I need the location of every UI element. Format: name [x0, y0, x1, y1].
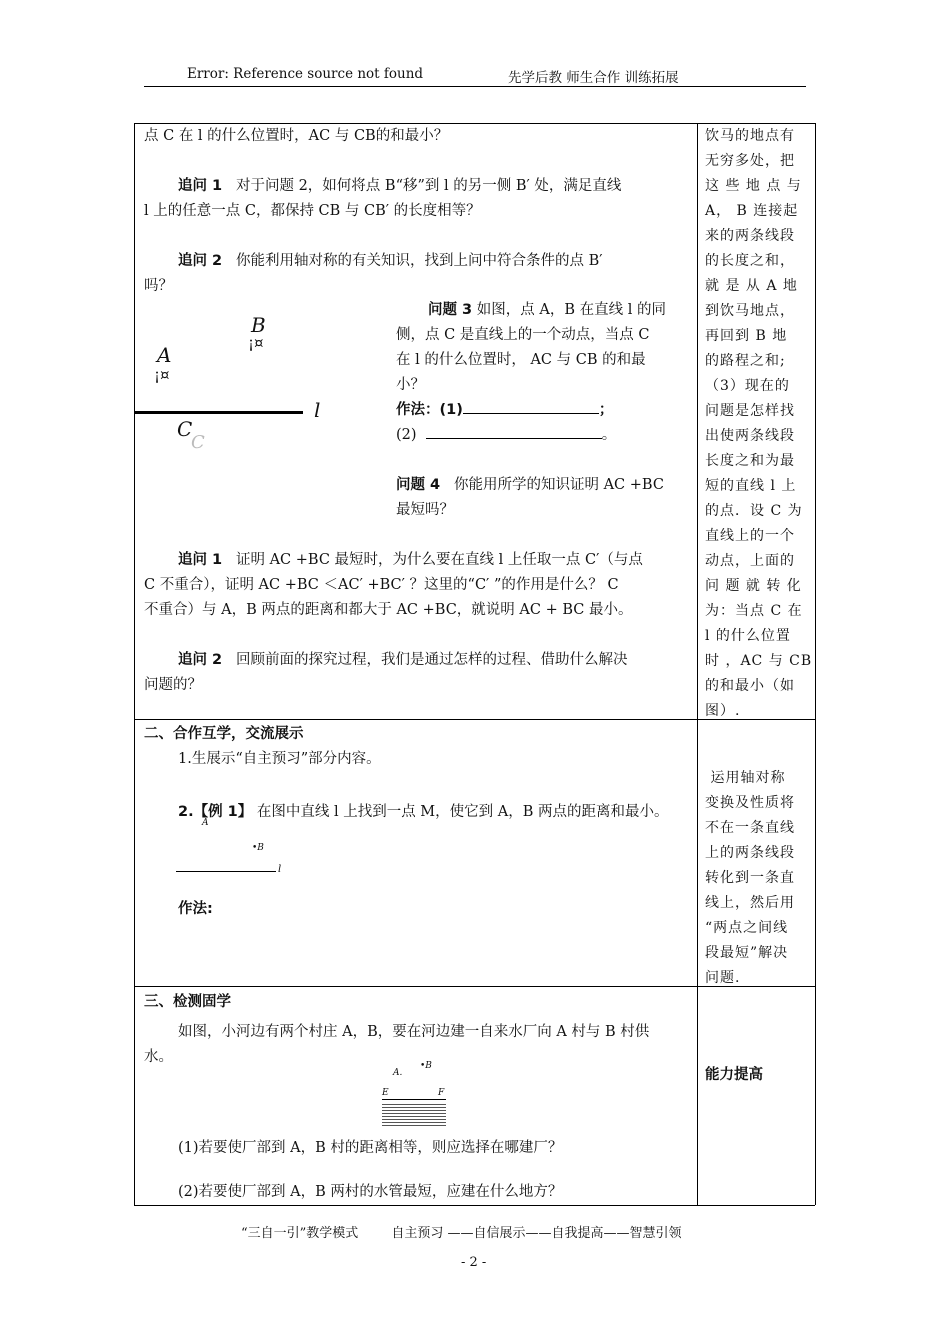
header-rule — [144, 86, 806, 87]
followup-2-label: 追问 2 — [178, 253, 223, 269]
label-b: B — [251, 313, 266, 337]
followup-3-label: 追问 1 — [178, 552, 223, 568]
followup-4-label: 追问 2 — [178, 652, 223, 668]
header-right: 先学后教 师生合作 训练拓展 — [508, 70, 679, 86]
point-b-mark: ¡¤ — [248, 334, 264, 352]
followup-3-line2: C 不重合），证明 AC +BC ＜AC′ +BC′ ？这里的“C′ ”的作用是什么？ C — [144, 577, 619, 593]
river-bank — [382, 1099, 446, 1100]
side-note-line: 段最短”解决 — [705, 945, 789, 961]
side-note-line: 为：当点 C 在 — [705, 603, 803, 619]
section1-line1: 点 C 在 l 的什么位置时，AC 与 CB的和最小？ — [144, 128, 449, 144]
side-notes-1 — [705, 124, 812, 724]
method-end-1: ； — [598, 402, 614, 418]
question-3-line1 — [428, 298, 666, 323]
followup-3-line1 — [178, 548, 643, 573]
side-note-line: 来的两条线段 — [705, 228, 795, 244]
section3-intro-line2: 水。 — [144, 1049, 173, 1065]
method-2-label: (2) — [396, 427, 417, 443]
side-note-line: 的点．设 C 为 — [705, 503, 803, 519]
question-4-text-a: 你能用所学的知识证明 AC +BC — [453, 477, 664, 493]
example-1-text: 在图中直线 l 上找到一点 M，使它到 A，B 两点的距离和最小。 — [256, 804, 669, 820]
followup-3-line3: 不重合）与 A，B 两点的距离和都大于 AC +BC，就说明 AC + BC 最小。 — [144, 602, 633, 618]
label-a: A — [157, 343, 172, 367]
section3-q2: (2)若要使厂部到 A，B 两村的水管最短，应建在什么地方？ — [178, 1184, 563, 1200]
question-4-line1 — [396, 473, 664, 498]
section2-method — [178, 897, 213, 922]
followup-1-label: 追问 1 — [178, 178, 223, 194]
side-note-line: （3）现在的 — [705, 378, 790, 394]
example-line-l — [176, 871, 276, 872]
followup-1-line1 — [178, 174, 621, 199]
method-end-2: 。 — [601, 427, 617, 443]
river-fig-f: F — [438, 1088, 445, 1098]
side-note-line: 转化到一条直 — [705, 870, 795, 886]
section2-title-text: 二、合作互学，交流展示 — [144, 726, 304, 742]
question-4-label: 问题 4 — [396, 477, 441, 493]
section3-title-text: 三、检测固学 — [144, 994, 231, 1010]
section2-title — [144, 722, 304, 747]
method-blank-2[interactable] — [426, 424, 602, 439]
side-title-3-text: 能力提高 — [705, 1067, 763, 1083]
question-3-line4: 小？ — [396, 377, 425, 393]
side-note-line: 时 ，AC 与 CB — [705, 653, 813, 669]
example-fig-b: •B — [252, 843, 264, 853]
followup-2-line1 — [178, 249, 603, 274]
side-note-line: 变换及性质将 — [705, 795, 795, 811]
example-1-line — [178, 800, 669, 825]
method-line-1 — [396, 398, 613, 423]
side-note-line: “两点之间线 — [705, 920, 789, 936]
label-c: C — [177, 417, 193, 441]
side-note-text: 运用轴对称 — [710, 770, 786, 786]
side-note-line: 再回到 B 地 — [705, 328, 788, 344]
question-4-line2: 最短吗？ — [396, 502, 454, 518]
method-line-2 — [396, 423, 616, 448]
side-note-line — [705, 766, 795, 791]
river-fig-a: A. — [393, 1068, 403, 1078]
example-1-label: 2.【例 1】 — [178, 804, 253, 820]
question-3-text-a: 如图，点 A，B 在直线 l 的同 — [476, 302, 666, 318]
line-l — [135, 411, 303, 414]
side-note-line: 长度之和为最 — [705, 453, 795, 469]
point-a-mark: ¡¤ — [154, 366, 170, 384]
header-left: Error: Reference source not found — [187, 66, 424, 82]
example-fig-l: l — [278, 864, 282, 875]
label-l: l — [314, 398, 321, 422]
side-note-line: A， B 连接起 — [705, 203, 799, 219]
side-note-line: 出使两条线段 — [705, 428, 795, 444]
side-note-line: 的长度之和， — [705, 253, 795, 269]
question-3-label: 问题 3 — [428, 302, 473, 318]
side-note-line: 问 题 就 转 化 — [705, 578, 802, 594]
section2-method-text: 作法: — [178, 901, 213, 917]
side-notes-2 — [705, 766, 795, 991]
side-note-line: 到饮马地点， — [705, 303, 795, 319]
followup-3-text-a: 证明 AC +BC 最短时，为什么要在直线 l 上任取一点 C′（与点 — [235, 552, 643, 568]
side-note-line: 动点，上面的 — [705, 553, 795, 569]
side-note-line: 问题. — [705, 970, 741, 986]
followup-1-text-a: 对于问题 2，如何将点 B“移”到 l 的另一侧 B′ 处，满足直线 — [235, 178, 622, 194]
followup-4-text-a: 回顾前面的探究过程，我们是通过怎样的过程、借助什么解决 — [235, 652, 628, 668]
section3-title — [144, 990, 231, 1015]
river-fig-e: E — [382, 1088, 389, 1098]
side-note-line: 线上，然后用 — [705, 895, 795, 911]
side-note-line: 不在一条直线 — [705, 820, 795, 836]
page-number: - 2 - — [461, 1255, 487, 1270]
question-3-line2: 侧，点 C 是直线上的一个动点，当点 C — [396, 327, 650, 343]
side-note-line: 直线上的一个 — [705, 528, 795, 544]
section2-item1: 1.生展示“自主预习”部分内容。 — [178, 751, 381, 767]
label-c-ghost: C — [191, 432, 205, 453]
river-water — [382, 1102, 446, 1128]
followup-2-line2: 吗？ — [144, 278, 173, 294]
followup-2-text-a: 你能利用轴对称的有关知识，找到上问中符合条件的点 B′ — [235, 253, 603, 269]
question-3-line3: 在 l 的什么位置时， AC 与 CB 的和最 — [396, 352, 646, 368]
footer-motto: “三自一引”教学模式 自主预习 ——自信展示——自我提高——智慧引领 — [241, 1226, 682, 1241]
example-fig-a: A — [202, 818, 209, 828]
followup-1-line2: l 上的任意一点 C，都保持 CB 与 CB′ 的长度相等？ — [144, 203, 481, 219]
method-label: 作法：(1) — [396, 402, 463, 418]
side-note-line: 就 是 从 A 地 — [705, 278, 798, 294]
side-note-line: 图）. — [705, 703, 741, 719]
side-note-line: 无穷多处，把 — [705, 153, 795, 169]
side-note-line: 这 些 地 点 与 — [705, 178, 802, 194]
river-fig-b: •B — [420, 1061, 432, 1071]
followup-4-line1 — [178, 648, 627, 673]
followup-4-line2: 问题的？ — [144, 677, 202, 693]
section3-intro-line1: 如图，小河边有两个村庄 A，B，要在河边建一自来水厂向 A 村与 B 村供 — [178, 1024, 650, 1040]
side-note-line: 问题是怎样找 — [705, 403, 795, 419]
side-note-line: 短的直线 l 上 — [705, 478, 797, 494]
side-note-line: 的路程之和; — [705, 353, 786, 369]
side-note-line: 饮马的地点有 — [705, 128, 795, 144]
side-note-line: 上的两条线段 — [705, 845, 795, 861]
method-blank-1[interactable] — [463, 399, 599, 414]
section3-q1: (1)若要使厂部到 A，B 村的距离相等，则应选择在哪建厂？ — [178, 1140, 563, 1156]
side-note-line: l 的什么位置 — [705, 628, 791, 644]
side-note-line: 的和最小（如 — [705, 678, 795, 694]
side-title-3 — [705, 1063, 763, 1088]
